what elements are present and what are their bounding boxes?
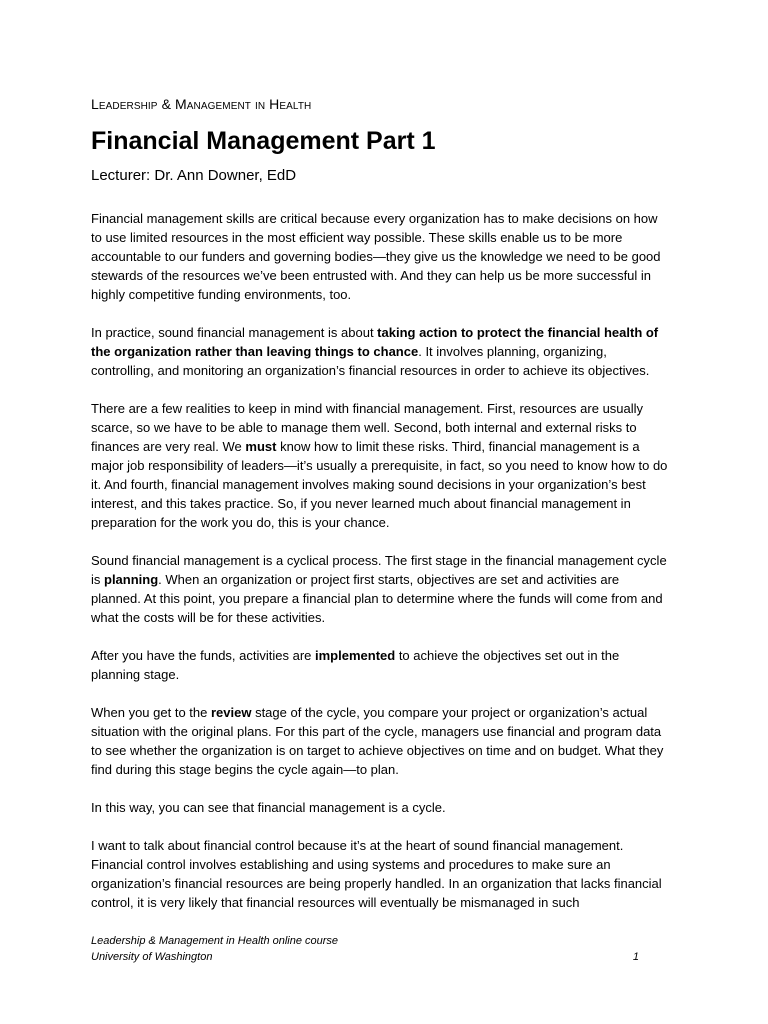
series-label: Leadership & Management in Health xyxy=(91,96,312,112)
footer-line-2 xyxy=(91,949,639,965)
paragraph xyxy=(91,703,671,779)
lecturer-line: Lecturer: Dr. Ann Downer, EdD xyxy=(91,167,297,184)
document-title: Financial Management Part 1 xyxy=(91,127,436,155)
emphasized-text: taking action to protect the financial health of the organization rather than leaving things to chance xyxy=(91,325,659,359)
page-number: 1 xyxy=(632,951,639,963)
paragraph xyxy=(91,798,671,817)
paragraph-text: After you have the funds, activities are xyxy=(91,648,316,663)
paragraph-text: I want to talk about financial control because it’s at the heart of sound financial management. Financial control involves establishing and using systems and procedures to make sure an organization’s financial resources are being properly handled. In an organization that lacks financial control, it is very likely that financial resources will eventually be mismanaged in such xyxy=(91,838,662,910)
paragraph xyxy=(91,399,671,532)
paragraph xyxy=(91,551,671,627)
paragraph-text: know how to limit these risks. Third, financial management is a major job responsibility of leaders—it’s usually a prerequisite, in fact, so you need to know how to do it. And fourth, financial management involves making sound decisions in your organization’s best interest, and this takes practice. So, if you never learned much about financial management in preparation for the work you do, this is your chance. xyxy=(91,439,668,530)
paragraph-text: Financial management skills are critical because every organization has to make decisions on how to use limited resources in the most efficient way possible. These skills enable us to be more accountable to our funders and governing bodies—they give us the knowledge we need to be good stewards of the resources we’ve been entrusted with. And they can help us be more successful in highly competitive funding environments, too. xyxy=(91,211,661,302)
footer-course: Leadership & Management in Health online course xyxy=(91,935,339,947)
paragraph-text: stage of the cycle, you compare your project or organization’s actual situation with the original plans. For this part of the cycle, managers use financial and program data to see whether the organization is on target to achieve objectives on time and on budget. What they find during this stage begins the cycle again—to plan. xyxy=(91,705,664,777)
paragraph-text: Sound financial management is a cyclical process. The first stage in the financial management cycle is xyxy=(91,553,667,587)
footer-institution: University of Washington xyxy=(91,951,213,963)
emphasized-text: must xyxy=(245,439,277,454)
paragraph xyxy=(91,323,671,380)
paragraph-text: . When an organization or project first starts, objectives are set and activities are planned. At this point, you prepare a financial plan to determine where the funds will come from and what the costs will be for these activities. xyxy=(91,572,663,625)
paragraph-text: to achieve the objectives set out in the planning stage. xyxy=(91,648,620,682)
paragraph xyxy=(91,646,671,684)
emphasized-text: planning xyxy=(104,572,159,587)
emphasized-text: review xyxy=(210,705,252,720)
paragraph-text: In practice, sound financial management is about xyxy=(91,325,378,340)
paragraph-text: In this way, you can see that financial management is a cycle. xyxy=(91,800,446,815)
body-text xyxy=(91,209,671,931)
page-footer xyxy=(91,933,639,965)
emphasized-text: implemented xyxy=(315,648,396,663)
paragraph-text: When you get to the xyxy=(91,705,211,720)
paragraph-text: . It involves planning, organizing, controlling, and monitoring an organization’s financial resources in order to achieve its objectives. xyxy=(91,344,650,378)
paragraph xyxy=(91,209,671,304)
paragraph-text: There are a few realities to keep in mind with financial management. First, resources are usually scarce, so we have to be able to manage them well. Second, both internal and external risks to finances are very real. We xyxy=(91,401,644,454)
paragraph xyxy=(91,836,671,912)
